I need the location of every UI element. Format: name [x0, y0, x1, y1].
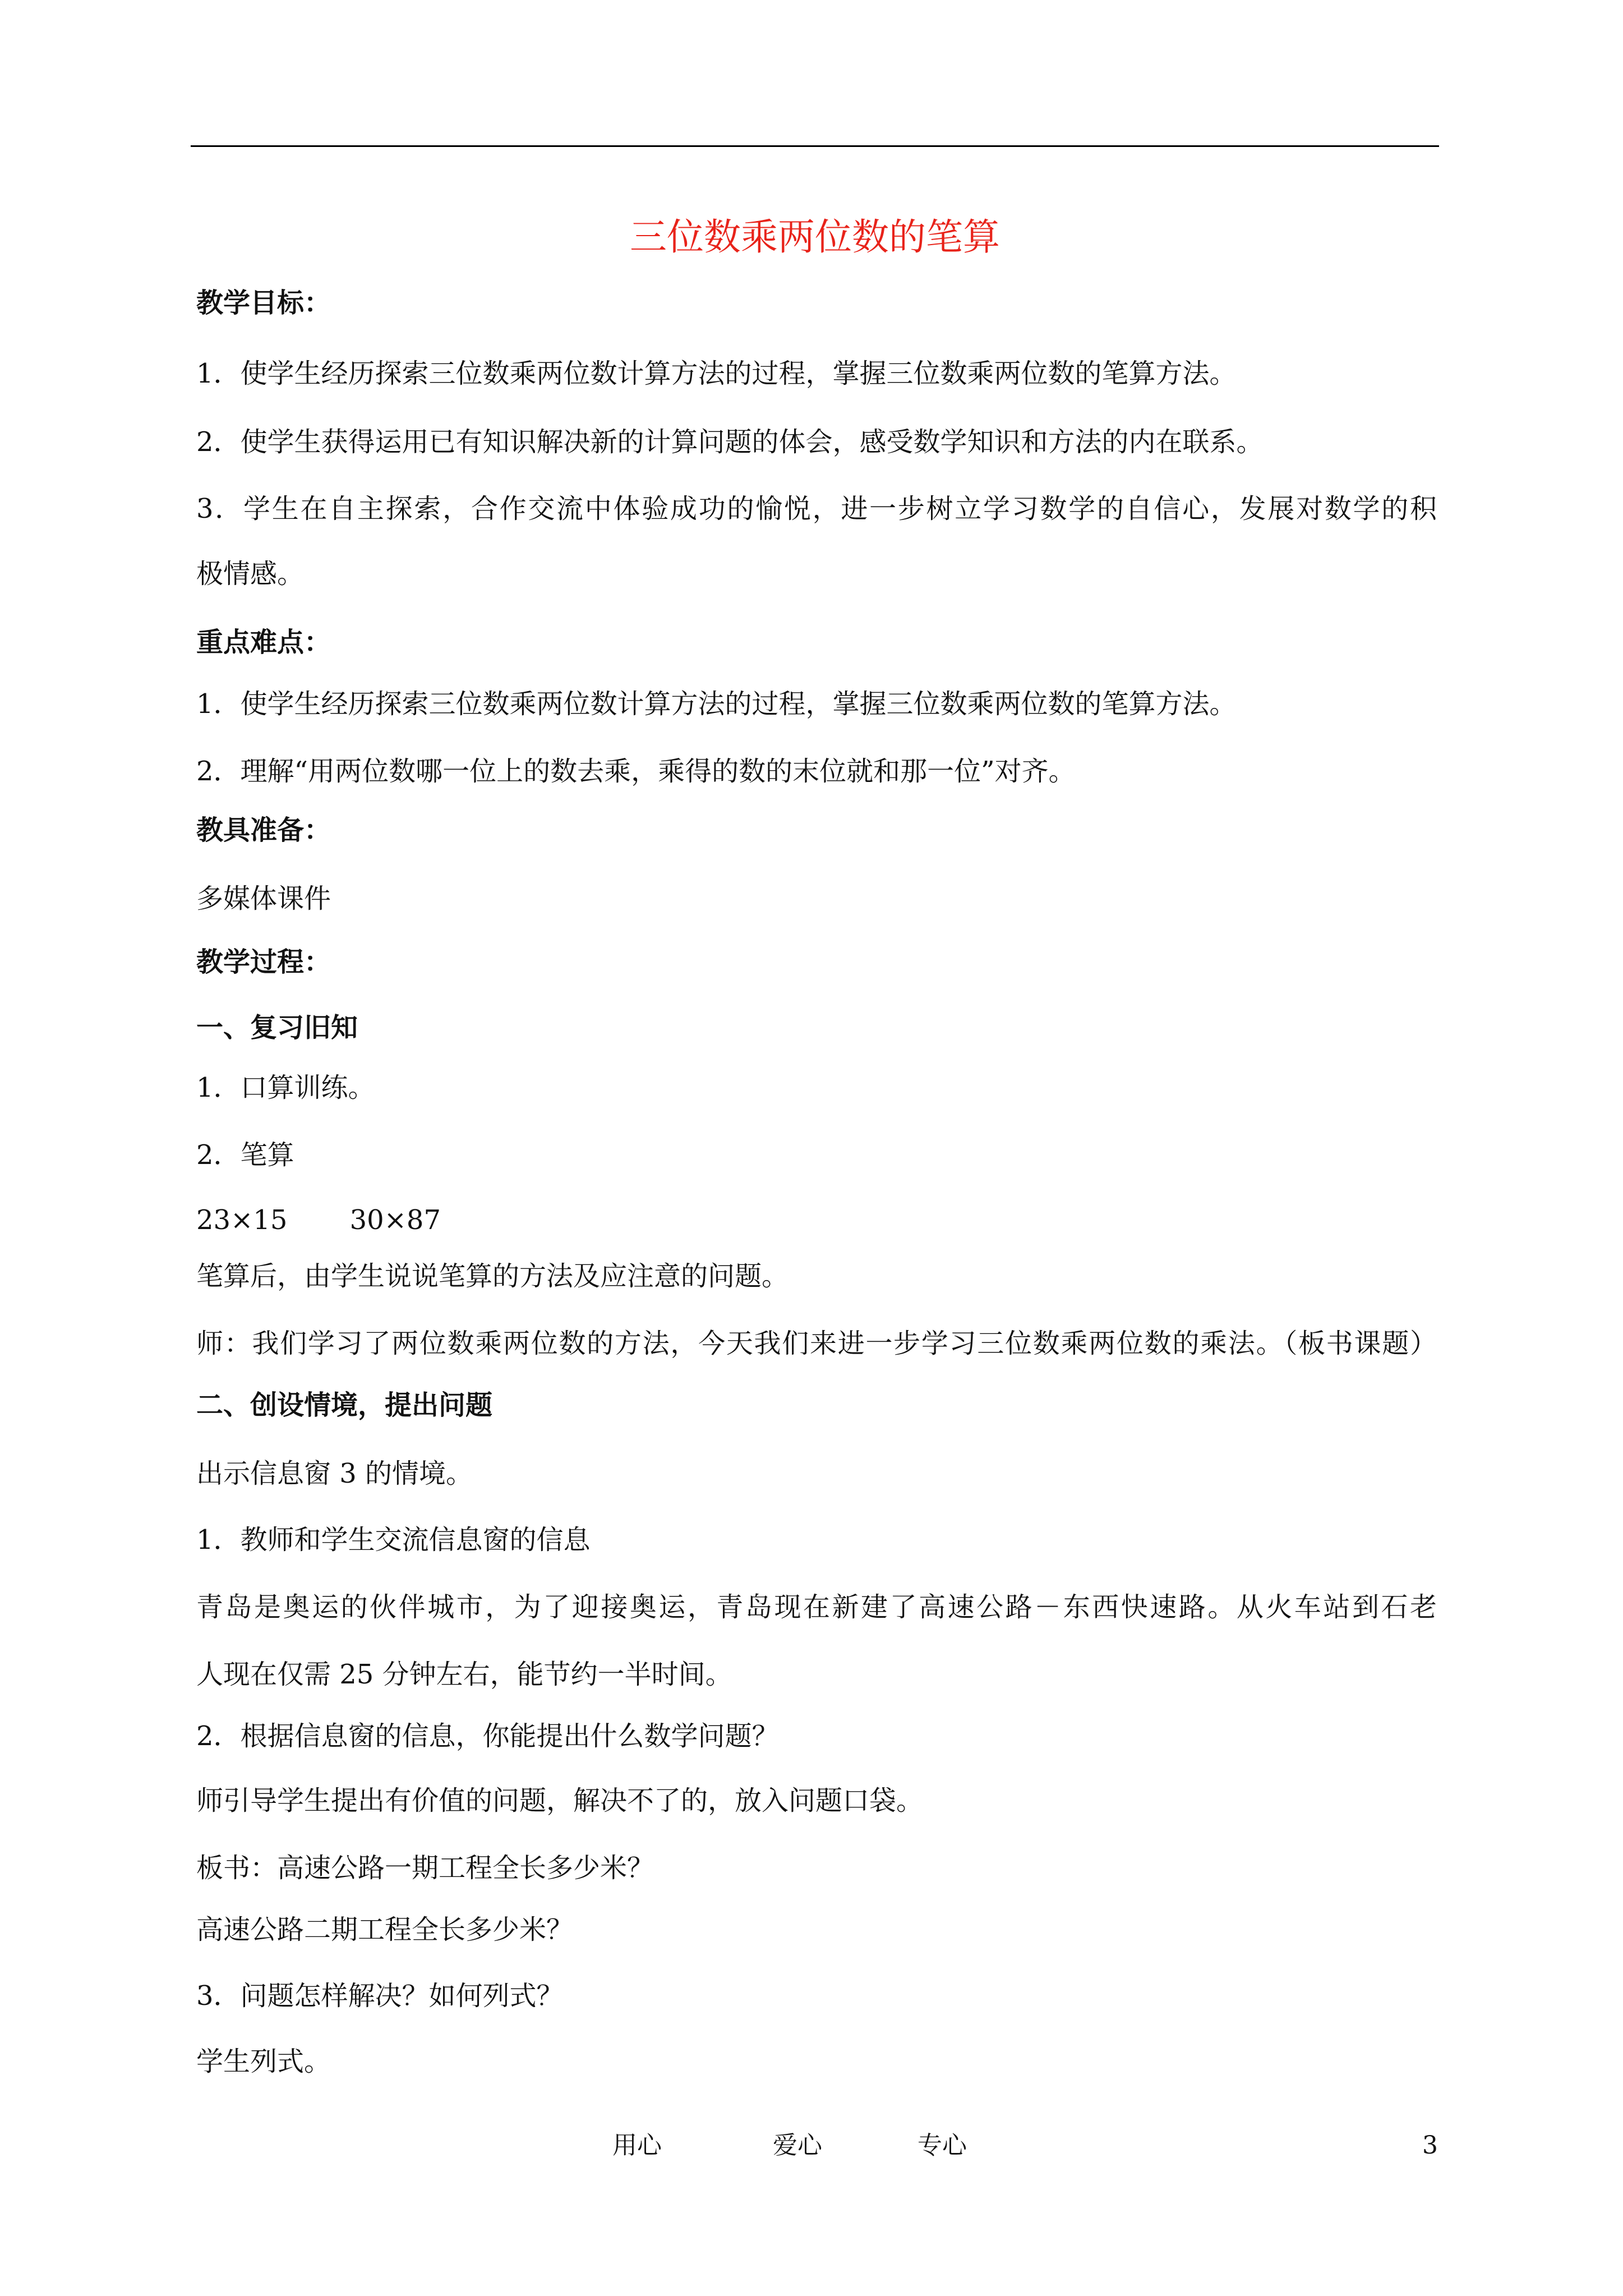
- header-rule: [191, 145, 1439, 147]
- body-line: 2．理解“用两位数哪一位上的数去乘，乘得的数的末位就和那一位”对齐。: [196, 756, 1076, 787]
- body-line: 极情感。: [196, 558, 305, 590]
- footer-text-2: 爱心: [773, 2131, 822, 2160]
- body-line: 1．使学生经历探索三位数乘两位数计算方法的过程，掌握三位数乘两位数的笔算方法。: [196, 688, 1237, 720]
- section-heading: 一、复习旧知: [196, 1012, 358, 1043]
- section-heading: 二、创设情境，提出问题: [196, 1389, 493, 1421]
- body-line: 笔算后，由学生说说笔算的方法及应注意的问题。: [196, 1260, 789, 1292]
- body-line: 1．口算训练。: [196, 1072, 375, 1103]
- body-line: 师引导学生提出有价值的问题，解决不了的，放入问题口袋。: [196, 1785, 924, 1816]
- body-line: 高速公路二期工程全长多少米？: [196, 1914, 574, 1945]
- body-line: 23×15 30×87: [196, 1204, 441, 1236]
- body-line: 1．使学生经历探索三位数乘两位数计算方法的过程，掌握三位数乘两位数的笔算方法。: [196, 358, 1237, 389]
- body-line: 3．问题怎样解决？如何列式？: [196, 1980, 564, 2012]
- body-line: 青岛是奥运的伙伴城市，为了迎接奥运，青岛现在新建了高速公路－东西快速路。从火车站到石老: [196, 1591, 1437, 1623]
- footer-text-3: 专心: [917, 2131, 967, 2160]
- body-line: 2．笔算: [196, 1139, 294, 1171]
- body-line: 师：我们学习了两位数乘两位数的方法，今天我们来进一步学习三位数乘两位数的乘法。（板书课题）: [196, 1328, 1437, 1359]
- document-title: 三位数乘两位数的笔算: [630, 215, 1000, 259]
- body-line: 3．学生在自主探索，合作交流中体验成功的愉悦，进一步树立学习数学的自信心，发展对数学的积: [196, 493, 1437, 524]
- section-heading: 教学目标：: [196, 287, 331, 319]
- body-line: 学生列式。: [196, 2046, 331, 2077]
- section-heading: 重点难点：: [196, 627, 331, 658]
- footer-text-1: 用心: [612, 2131, 662, 2160]
- section-heading: 教具准备：: [196, 815, 331, 846]
- body-line: 1．教师和学生交流信息窗的信息: [196, 1524, 591, 1556]
- page-number: 3: [1422, 2131, 1438, 2160]
- section-heading: 教学过程：: [196, 946, 331, 978]
- body-line: 出示信息窗 3 的情境。: [196, 1458, 473, 1489]
- body-line: 2．根据信息窗的信息，你能提出什么数学问题？: [196, 1720, 779, 1752]
- body-line: 2．使学生获得运用已有知识解决新的计算问题的体会，感受数学知识和方法的内在联系。: [196, 426, 1264, 458]
- body-line: 人现在仅需 25 分钟左右，能节约一半时间。: [196, 1659, 732, 1690]
- body-line: 板书：高速公路一期工程全长多少米？: [196, 1852, 654, 1884]
- body-line: 多媒体课件: [196, 883, 331, 914]
